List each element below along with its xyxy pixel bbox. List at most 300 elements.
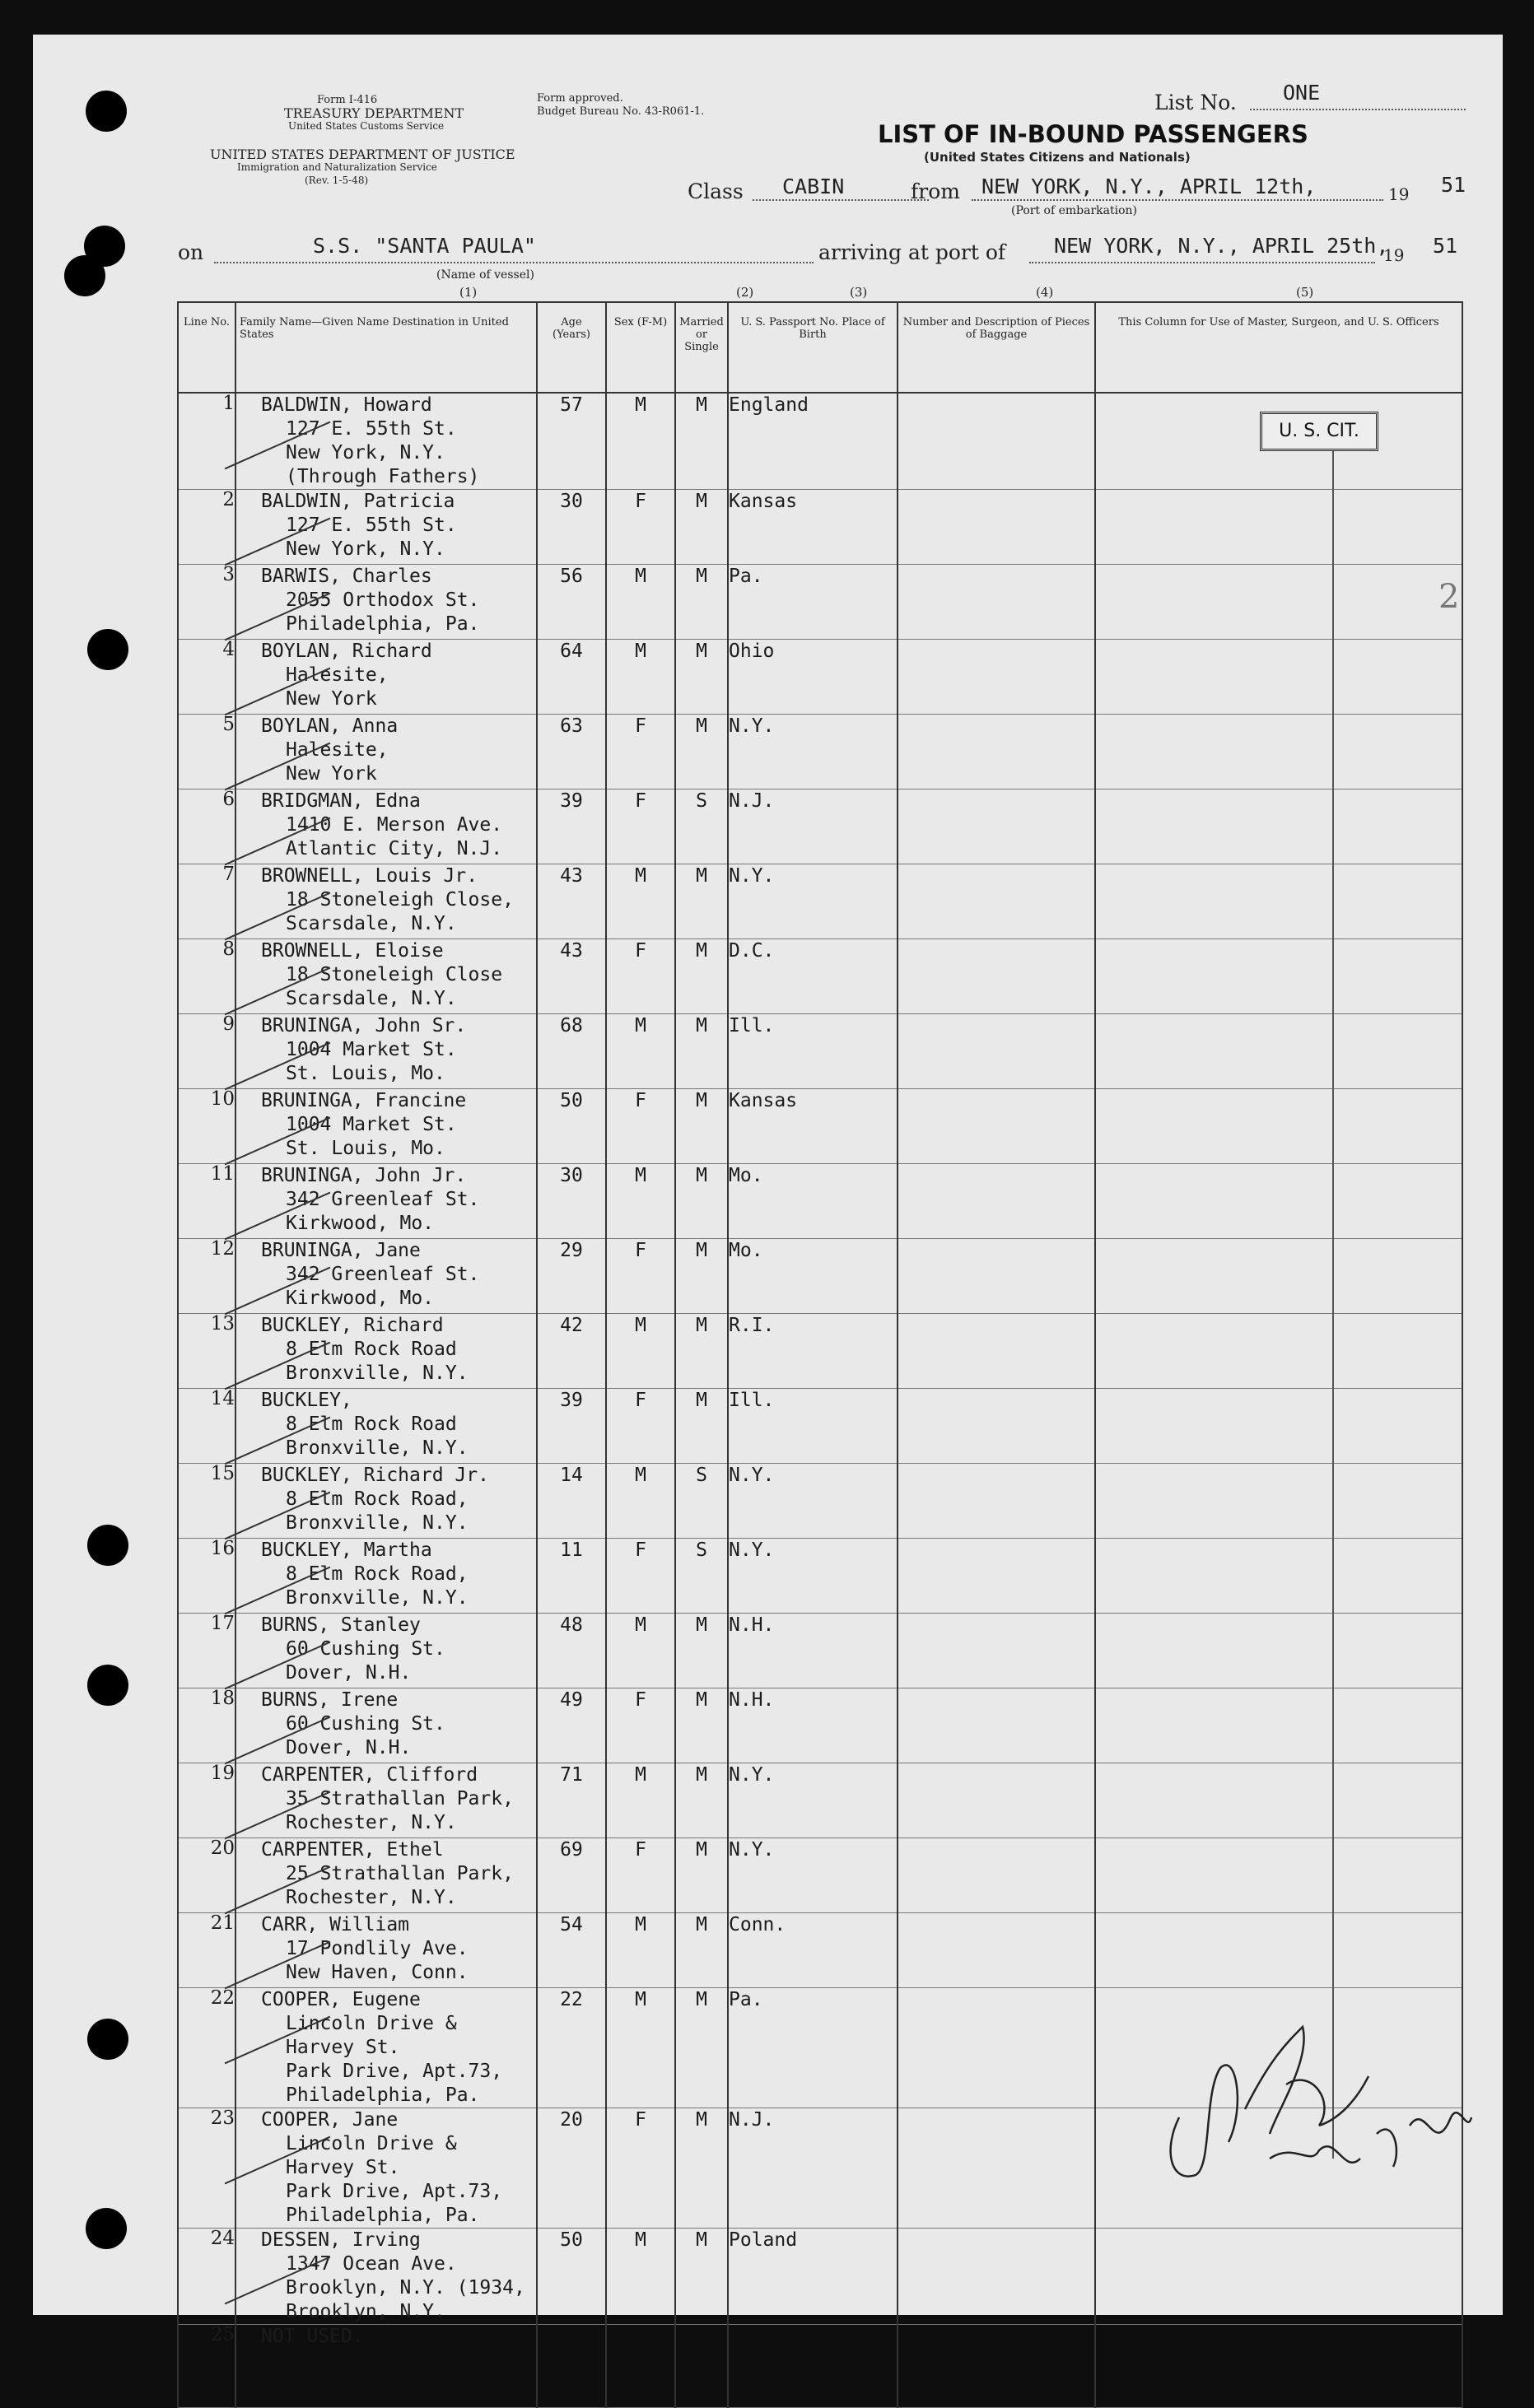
destination-line: 8 Elm Rock Road,: [286, 1563, 469, 1585]
place-of-birth-cell: Pa.: [728, 1988, 898, 2108]
name-destination-cell: [235, 1838, 537, 1913]
destination-line: Lincoln Drive & Harvey St.: [286, 2013, 457, 2058]
officer-use-cell: [1095, 715, 1462, 789]
place-of-birth-cell: N.Y.: [728, 1464, 898, 1539]
name-destination-cell: [235, 565, 537, 640]
line-number-cell: [178, 789, 235, 864]
destination-line: 60 Cushing St.: [286, 1713, 445, 1735]
col-header-passport: U. S. Passport No. Place of Birth: [728, 302, 898, 393]
officer-use-cell: [1095, 1763, 1462, 1838]
year-prefix-arrival: 19: [1383, 245, 1405, 265]
destination-line: Bronxville, N.Y.: [286, 1437, 469, 1459]
marital-status-cell: M: [675, 490, 728, 565]
name-destination-cell: [235, 864, 537, 939]
sex-cell: F: [606, 1539, 675, 1614]
vessel-name: S.S. "SANTA PAULA": [313, 234, 536, 258]
line-number-cell: [178, 1763, 235, 1838]
sex-cell: F: [606, 715, 675, 789]
treasury-department: TREASURY DEPARTMENT: [284, 105, 464, 121]
line-number: 19: [210, 1763, 235, 1784]
table-row: [178, 1539, 1462, 1614]
sex-cell: M: [606, 393, 675, 490]
age-cell: 50: [537, 1089, 606, 1164]
line-number-cell: [178, 2325, 235, 2408]
sex-cell: F: [606, 939, 675, 1014]
officer-ruling-line: [1332, 446, 1334, 2159]
baggage-cell: [898, 393, 1095, 490]
name-destination-cell: [235, 490, 537, 565]
ins-service: Immigration and Naturalization Service: [237, 161, 437, 173]
destination-line: St. Louis, Mo.: [286, 1063, 445, 1084]
age-cell: 20: [537, 2108, 606, 2229]
line-number: 21: [210, 1912, 235, 1934]
line-number: 25: [210, 2324, 235, 2345]
baggage-cell: [898, 1614, 1095, 1688]
destination-line: New York: [286, 763, 377, 785]
col-number-2: (2): [736, 285, 754, 300]
sex-cell: F: [606, 1389, 675, 1464]
marital-status-cell: M: [675, 939, 728, 1014]
place-of-birth-cell: N.J.: [728, 789, 898, 864]
place-of-birth-cell: Mo.: [728, 1164, 898, 1239]
baggage-cell: [898, 1389, 1095, 1464]
table-row: [178, 1239, 1462, 1314]
on-label: on: [178, 240, 204, 264]
marital-status-cell: M: [675, 1239, 728, 1314]
baggage-cell: [898, 939, 1095, 1014]
punch-hole: [64, 255, 105, 296]
age-cell: 11: [537, 1539, 606, 1614]
age-cell: 49: [537, 1688, 606, 1763]
age-cell: 30: [537, 490, 606, 565]
sex-cell: M: [606, 2229, 675, 2325]
manifest-page: [33, 35, 1503, 2347]
baggage-cell: [898, 1763, 1095, 1838]
year-prefix: 19: [1388, 184, 1410, 204]
baggage-cell: [898, 490, 1095, 565]
baggage-cell: [898, 565, 1095, 640]
age-cell: 43: [537, 939, 606, 1014]
officer-use-cell: [1095, 2325, 1462, 2408]
destination-line: Atlantic City, N.J.: [286, 838, 503, 859]
destination-line: Lincoln Drive & Harvey St.: [286, 2133, 457, 2178]
passenger-name: BROWNELL, Louis Jr.: [261, 865, 478, 887]
passenger-name: COOPER, Jane: [261, 2109, 399, 2131]
punch-hole: [86, 91, 127, 132]
form-approved: Form approved.: [537, 92, 623, 105]
line-number: 17: [210, 1613, 235, 1634]
passenger-name: BRUNINGA, Francine: [261, 1090, 467, 1111]
line-number-cell: [178, 1988, 235, 2108]
destination-line: Bronxville, N.Y.: [286, 1587, 469, 1609]
passenger-name: BRUNINGA, Jane: [261, 1240, 421, 1261]
passenger-name: BROWNELL, Eloise: [261, 940, 444, 962]
passenger-name: CARPENTER, Clifford: [261, 1764, 478, 1786]
punch-hole: [86, 2208, 127, 2249]
destination-line: 8 Elm Rock Road: [286, 1414, 457, 1435]
year-arrival: 51: [1433, 234, 1458, 258]
line-number: 23: [210, 2108, 235, 2129]
officer-use-cell: [1095, 1614, 1462, 1688]
col-header-age: Age (Years): [537, 302, 606, 393]
passenger-name: BARWIS, Charles: [261, 566, 432, 587]
baggage-cell: [898, 1838, 1095, 1913]
passenger-name: NOT USED.: [261, 2326, 364, 2347]
age-cell: 68: [537, 1014, 606, 1089]
baggage-cell: [898, 1164, 1095, 1239]
baggage-cell: [898, 2325, 1095, 2408]
place-of-birth-cell: Kansas: [728, 490, 898, 565]
sex-cell: F: [606, 490, 675, 565]
destination-line: 25 Strathallan Park,: [286, 1863, 514, 1884]
place-of-birth-cell: N.Y.: [728, 1838, 898, 1913]
name-destination-cell: [235, 1464, 537, 1539]
officer-use-cell: [1095, 1838, 1462, 1913]
officer-use-cell: [1095, 1314, 1462, 1389]
col-header-married: Married or Single: [675, 302, 728, 393]
table-row: [178, 1763, 1462, 1838]
line-number: 9: [222, 1013, 235, 1035]
destination-line: Dover, N.H.: [286, 1737, 412, 1758]
line-number-cell: [178, 565, 235, 640]
line-number-cell: [178, 1014, 235, 1089]
destination-line: 1410 E. Merson Ave.: [286, 814, 503, 836]
passenger-name: BOYLAN, Richard: [261, 640, 432, 662]
line-number-cell: [178, 1314, 235, 1389]
marital-status-cell: M: [675, 1913, 728, 1988]
destination-line: Rochester, N.Y.: [286, 1887, 457, 1908]
table-row: [178, 789, 1462, 864]
passenger-name: BURNS, Irene: [261, 1689, 399, 1711]
marital-status-cell: M: [675, 640, 728, 715]
destination-line: Park Drive, Apt.73, Philadelphia, Pa.: [286, 2061, 503, 2106]
sex-cell: M: [606, 1614, 675, 1688]
marital-status-cell: M: [675, 1314, 728, 1389]
table-row: [178, 1164, 1462, 1239]
line-number: 6: [222, 789, 235, 810]
line-number-cell: [178, 2108, 235, 2229]
marital-status-cell: M: [675, 1614, 728, 1688]
age-cell: 30: [537, 1164, 606, 1239]
place-of-birth-cell: [728, 2325, 898, 2408]
form-number: Form I-416: [317, 94, 378, 106]
page-title: LIST OF IN-BOUND PASSENGERS: [878, 120, 1308, 148]
marital-status-cell: M: [675, 1389, 728, 1464]
marital-status-cell: S: [675, 789, 728, 864]
passenger-name: BALDWIN, Patricia: [261, 491, 455, 512]
age-cell: 14: [537, 1464, 606, 1539]
baggage-cell: [898, 1314, 1095, 1389]
name-destination-cell: [235, 1164, 537, 1239]
punch-hole: [87, 629, 128, 670]
sex-cell: M: [606, 1913, 675, 1988]
place-of-birth-cell: N.H.: [728, 1688, 898, 1763]
place-of-birth-cell: N.J.: [728, 2108, 898, 2229]
name-destination-cell: [235, 2229, 537, 2325]
line-number-cell: [178, 715, 235, 789]
destination-line: 17 Pondlily Ave.: [286, 1938, 469, 1959]
marital-status-cell: M: [675, 1014, 728, 1089]
line-number: 3: [222, 564, 235, 585]
table-row: [178, 640, 1462, 715]
vessel-caption: (Name of vessel): [436, 268, 534, 282]
passenger-name: COOPER, Eugene: [261, 1989, 421, 2010]
name-destination-cell: [235, 1314, 537, 1389]
table-row: [178, 2325, 1462, 2408]
marital-status-cell: M: [675, 1089, 728, 1164]
baggage-cell: [898, 1913, 1095, 1988]
list-no-value: ONE: [1283, 81, 1321, 105]
destination-line: New York: [286, 688, 377, 710]
name-destination-cell: [235, 1389, 537, 1464]
passenger-name: BALDWIN, Howard: [261, 394, 432, 416]
line-number-cell: [178, 2229, 235, 2325]
name-destination-cell: [235, 2108, 537, 2229]
marital-status-cell: M: [675, 1763, 728, 1838]
destination-line: 127 E. 55th St.: [286, 418, 457, 440]
age-cell: 39: [537, 1389, 606, 1464]
line-number: 10: [210, 1088, 235, 1110]
table-row: [178, 715, 1462, 789]
line-number: 22: [210, 1987, 235, 2009]
officer-use-cell: [1095, 1389, 1462, 1464]
margin-mark: 2: [1438, 578, 1460, 616]
line-number: 1: [222, 393, 235, 414]
marital-status-cell: M: [675, 1838, 728, 1913]
place-of-birth-cell: R.I.: [728, 1314, 898, 1389]
passenger-name: BRIDGMAN, Edna: [261, 790, 421, 812]
sex-cell: M: [606, 565, 675, 640]
port-embarkation-caption: (Port of embarkation): [1011, 204, 1137, 217]
line-number: 14: [210, 1388, 235, 1409]
line-number: 8: [222, 939, 235, 960]
col-header-line: Line No.: [178, 302, 235, 393]
sex-cell: F: [606, 1838, 675, 1913]
marital-status-cell: M: [675, 1164, 728, 1239]
officer-use-cell: [1095, 640, 1462, 715]
officer-use-cell: [1095, 1539, 1462, 1614]
age-cell: [537, 2325, 606, 2408]
marital-status-cell: M: [675, 1688, 728, 1763]
line-number: 13: [210, 1313, 235, 1334]
place-of-birth-cell: Pa.: [728, 565, 898, 640]
name-destination-cell: [235, 1763, 537, 1838]
officer-use-cell: [1095, 1913, 1462, 1988]
destination-line: Philadelphia, Pa.: [286, 613, 480, 635]
place-of-birth-cell: D.C.: [728, 939, 898, 1014]
table-row: [178, 939, 1462, 1014]
line-number: 5: [222, 714, 235, 735]
baggage-cell: [898, 1688, 1095, 1763]
table-row: [178, 1614, 1462, 1688]
col-header-name: Family Name—Given Name Destination in United States: [235, 302, 537, 393]
line-number-cell: [178, 1239, 235, 1314]
destination-line: Halesite,: [286, 664, 389, 686]
age-cell: 56: [537, 565, 606, 640]
name-destination-cell: [235, 1688, 537, 1763]
table-row: [178, 1014, 1462, 1089]
baggage-cell: [898, 640, 1095, 715]
col-number-3: (3): [850, 285, 868, 300]
age-cell: 29: [537, 1239, 606, 1314]
line-number-cell: [178, 1539, 235, 1614]
line-number-cell: [178, 1688, 235, 1763]
sex-cell: F: [606, 1089, 675, 1164]
table-row: [178, 1688, 1462, 1763]
passenger-name: CARPENTER, Ethel: [261, 1839, 444, 1861]
line-number-cell: [178, 1913, 235, 1988]
marital-status-cell: M: [675, 864, 728, 939]
sex-cell: F: [606, 2108, 675, 2229]
destination-line: St. Louis, Mo.: [286, 1138, 445, 1159]
officer-use-cell: [1095, 939, 1462, 1014]
destination-line: Kirkwood, Mo.: [286, 1213, 435, 1234]
line-number: 20: [210, 1837, 235, 1859]
revision: (Rev. 1-5-48): [305, 175, 369, 186]
sex-cell: M: [606, 1988, 675, 2108]
table-row: [178, 1838, 1462, 1913]
line-number: 12: [210, 1238, 235, 1260]
marital-status-cell: M: [675, 565, 728, 640]
name-destination-cell: [235, 640, 537, 715]
sex-cell: M: [606, 1763, 675, 1838]
officer-use-cell: [1095, 2229, 1462, 2325]
destination-line: Bronxville, N.Y.: [286, 1362, 469, 1384]
name-destination-cell: [235, 2325, 537, 2408]
destination-line: 127 E. 55th St.: [286, 515, 457, 536]
sex-cell: M: [606, 1164, 675, 1239]
officer-signature: [1146, 1994, 1476, 2208]
baggage-cell: [898, 2229, 1095, 2325]
from-label: from: [911, 179, 960, 203]
table-row: [178, 1913, 1462, 1988]
line-number: 11: [210, 1163, 235, 1185]
destination-line: Rochester, N.Y.: [286, 1812, 457, 1833]
line-number: 15: [210, 1463, 235, 1484]
customs-service: United States Customs Service: [288, 120, 445, 132]
age-cell: 43: [537, 864, 606, 939]
destination-line: 8 Elm Rock Road: [286, 1339, 457, 1360]
from-value: NEW YORK, N.Y., APRIL 12th,: [981, 175, 1317, 198]
officer-use-cell: [1095, 1239, 1462, 1314]
destination-line: 18 Stoneleigh Close: [286, 964, 503, 985]
line-number-cell: [178, 1464, 235, 1539]
class-value: CABIN: [782, 175, 845, 198]
us-citizen-stamp: U. S. CIT.: [1260, 412, 1378, 451]
col-header-baggage: Number and Description of Pieces of Baggage: [898, 302, 1095, 393]
place-of-birth-cell: Kansas: [728, 1089, 898, 1164]
justice-department: UNITED STATES DEPARTMENT OF JUSTICE: [210, 147, 515, 162]
baggage-cell: [898, 789, 1095, 864]
table-row: [178, 1464, 1462, 1539]
destination-line: Park Drive, Apt.73, Philadelphia, Pa.: [286, 2181, 503, 2226]
passenger-name: BUCKLEY, Martha: [261, 1539, 432, 1561]
destination-line: Brooklyn, N.Y. (1934, Brooklyn, N.Y.: [286, 2277, 525, 2322]
line-number-cell: [178, 864, 235, 939]
line-number-cell: [178, 1089, 235, 1164]
col-header-sex: Sex (F-M): [606, 302, 675, 393]
officer-use-cell: [1095, 1089, 1462, 1164]
marital-status-cell: M: [675, 1988, 728, 2108]
place-of-birth-cell: N.Y.: [728, 715, 898, 789]
col-number-4: (4): [1036, 285, 1054, 300]
destination-line: Bronxville, N.Y.: [286, 1512, 469, 1534]
punch-hole: [87, 2019, 128, 2060]
line-number: 24: [210, 2228, 235, 2249]
passenger-name: DESSEN, Irving: [261, 2229, 421, 2251]
name-destination-cell: [235, 1239, 537, 1314]
arriving-label: arriving at port of: [818, 240, 1006, 264]
table-row: [178, 1389, 1462, 1464]
place-of-birth-cell: N.Y.: [728, 1539, 898, 1614]
name-destination-cell: [235, 1014, 537, 1089]
line-number-cell: [178, 490, 235, 565]
place-of-birth-cell: England: [728, 393, 898, 490]
baggage-cell: [898, 864, 1095, 939]
passenger-name: BRUNINGA, John Sr.: [261, 1015, 467, 1036]
punch-hole: [87, 1525, 128, 1566]
officer-use-cell: [1095, 1688, 1462, 1763]
list-no-label: List No.: [1154, 91, 1237, 114]
table-row: [178, 565, 1462, 640]
age-cell: 71: [537, 1763, 606, 1838]
officer-use-cell: [1095, 1014, 1462, 1089]
line-number-cell: [178, 1838, 235, 1913]
place-of-birth-cell: Conn.: [728, 1913, 898, 1988]
destination-line: New York, N.Y. (Through Fathers): [286, 442, 480, 487]
line-number-cell: [178, 1614, 235, 1688]
destination-line: New York, N.Y.: [286, 538, 445, 560]
line-number-cell: [178, 1164, 235, 1239]
baggage-cell: [898, 1539, 1095, 1614]
sex-cell: M: [606, 640, 675, 715]
budget-bureau: Budget Bureau No. 43-R061-1.: [537, 105, 705, 118]
marital-status-cell: S: [675, 1464, 728, 1539]
table-row: [178, 1314, 1462, 1389]
baggage-cell: [898, 1464, 1095, 1539]
table-row: [178, 2229, 1462, 2325]
age-cell: 64: [537, 640, 606, 715]
destination-line: New Haven, Conn.: [286, 1962, 469, 1983]
sex-cell: M: [606, 1014, 675, 1089]
punch-hole: [87, 1665, 128, 1706]
destination-line: 18 Stoneleigh Close,: [286, 889, 514, 911]
age-cell: 50: [537, 2229, 606, 2325]
name-destination-cell: [235, 715, 537, 789]
line-number-cell: [178, 393, 235, 490]
officer-use-cell: [1095, 1164, 1462, 1239]
arrival-value: NEW YORK, N.Y., APRIL 25th,: [1054, 234, 1389, 258]
age-cell: 57: [537, 393, 606, 490]
destination-line: 8 Elm Rock Road,: [286, 1488, 469, 1510]
destination-line: 1347 Ocean Ave.: [286, 2253, 457, 2275]
name-destination-cell: [235, 1539, 537, 1614]
age-cell: 69: [537, 1838, 606, 1913]
sex-cell: F: [606, 789, 675, 864]
sex-cell: M: [606, 1464, 675, 1539]
marital-status-cell: M: [675, 715, 728, 789]
age-cell: 63: [537, 715, 606, 789]
year-from: 51: [1441, 173, 1466, 197]
baggage-cell: [898, 2108, 1095, 2229]
line-number: 7: [222, 864, 235, 885]
passenger-name: BURNS, Stanley: [261, 1614, 421, 1636]
age-cell: 22: [537, 1988, 606, 2108]
officer-use-cell: [1095, 565, 1462, 640]
destination-line: 1004 Market St.: [286, 1114, 457, 1135]
destination-line: 60 Cushing St.: [286, 1638, 445, 1660]
baggage-cell: [898, 1239, 1095, 1314]
